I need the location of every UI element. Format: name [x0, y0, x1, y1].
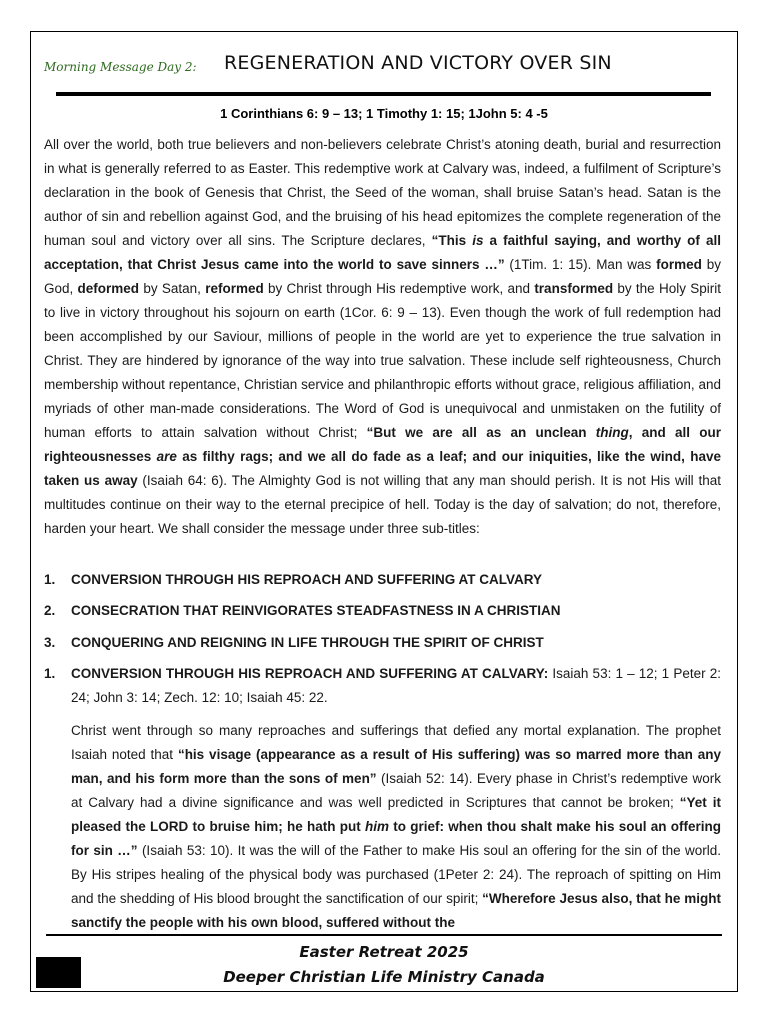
section-1-paragraph: Christ went through so many reproaches and sufferings that defied any mortal explanation. The prophet Isaiah noted that “his visage (appearance as a result of His suffering) was so marred more than any man, and his form more than the sons of men” (Isaiah 52: 14). Every phase in Christ’s redemptive work at Calvary had a divine significance and was well predicted in Scriptures that cannot be broken; “Yet it pleased the LORD to bruise him; he hath put him to grief: when thou shalt make his soul an offering for sin …” (Isaiah 53: 10). It was the will of the Father to make His soul an offering for the sin of the world. By His stripes healing of the physical body was purchased (1Peter 2: 24). The reproach of spitting on Him and the shedding of His blood brought the sanctification of our spirit; “Wherefore Jesus also, that he might sanctify the people with his own blood, suffered without the	[71, 723, 722, 930]
title-divider	[56, 92, 711, 96]
section-heading: CONVERSION THROUGH HIS REPROACH AND SUFFERING AT CALVARY: Isaiah 53: 1 – 12; 1 Peter 2: 24; John 3: 14; Zech. 12: 10; Isaiah 45: 22.	[71, 666, 721, 705]
footer	[44, 940, 724, 990]
section-1	[44, 662, 721, 935]
subtitle-text: CONSECRATION THAT REINVIGORATES STEADFASTNESS IN A CHRISTIAN	[71, 603, 561, 618]
footer-event: Easter Retreat 2025	[299, 943, 469, 961]
intro-paragraph: All over the world, both true believers and non-believers celebrate Christ’s atoning death, burial and resurrection in what is generally referred to as Easter. This redemptive work at Calvary was, indeed, a fulfilment of Scripture’s declaration in the book of Genesis that Christ, the Seed of the woman, shall bruise Satan’s head. Satan is the author of sin and rebellion against God, and the bruising of his head epitomizes the complete regeneration of the human soul and victory over all sins. The Scripture declares, “This is a faithful saying, and worthy of all acceptation, that Christ Jesus came into the world to save sinners …” (1Tim. 1: 15). Man was formed by God, deformed by Satan, reformed by Christ through His redemptive work, and transformed by the Holy Spirit to live in victory throughout his sojourn on earth (1Cor. 6: 9 – 13). Even though the work of full redemption had been accomplished by our Saviour, millions of people in the world are yet to experience the true salvation in Christ. They are hindered by ignorance of the way into true salvation. These include self righteousness, Church membership without repentance, Christian service and philanthropic efforts without grace, religious affiliation, and myriads of other man-made considerations. The Word of God is unequivocal and unmistaken on the futility of human efforts to attain salvation without Christ; “But we are all as an unclean thing, and all our righteousnesses are as filthy rags; and we all do fade as a leaf; and our iniquities, like the wind, have taken us away (Isaiah 64: 6). The Almighty God is not willing that any man should perish. It is not His will that multitudes continue on their way to the eternal precipice of hell. Today is the day of salvation; do not, therefore, harden your heart. We shall consider the message under three sub-titles:	[44, 137, 722, 536]
page-title: REGENERATION AND VICTORY OVER SIN	[224, 52, 612, 74]
scripture-references: 1 Corinthians 6: 9 – 13; 1 Timothy 1: 15; 1John 5: 4 -5	[220, 106, 548, 121]
footer-divider	[46, 934, 722, 936]
subtitle-number: 3.	[44, 635, 56, 650]
message-day-label: Morning Message Day 2:	[44, 60, 197, 74]
subtitle-text: CONVERSION THROUGH HIS REPROACH AND SUFFERING AT CALVARY	[71, 572, 543, 587]
section-number: 1.	[44, 666, 56, 681]
redaction-box	[36, 957, 81, 988]
subtitle-number: 2.	[44, 603, 56, 618]
footer-ministry: Deeper Christian Life Ministry Canada	[223, 968, 545, 986]
subtitle-text: CONQUERING AND REIGNING IN LIFE THROUGH THE SPIRIT OF CHRIST	[71, 635, 544, 650]
subtitle-number: 1.	[44, 572, 56, 587]
